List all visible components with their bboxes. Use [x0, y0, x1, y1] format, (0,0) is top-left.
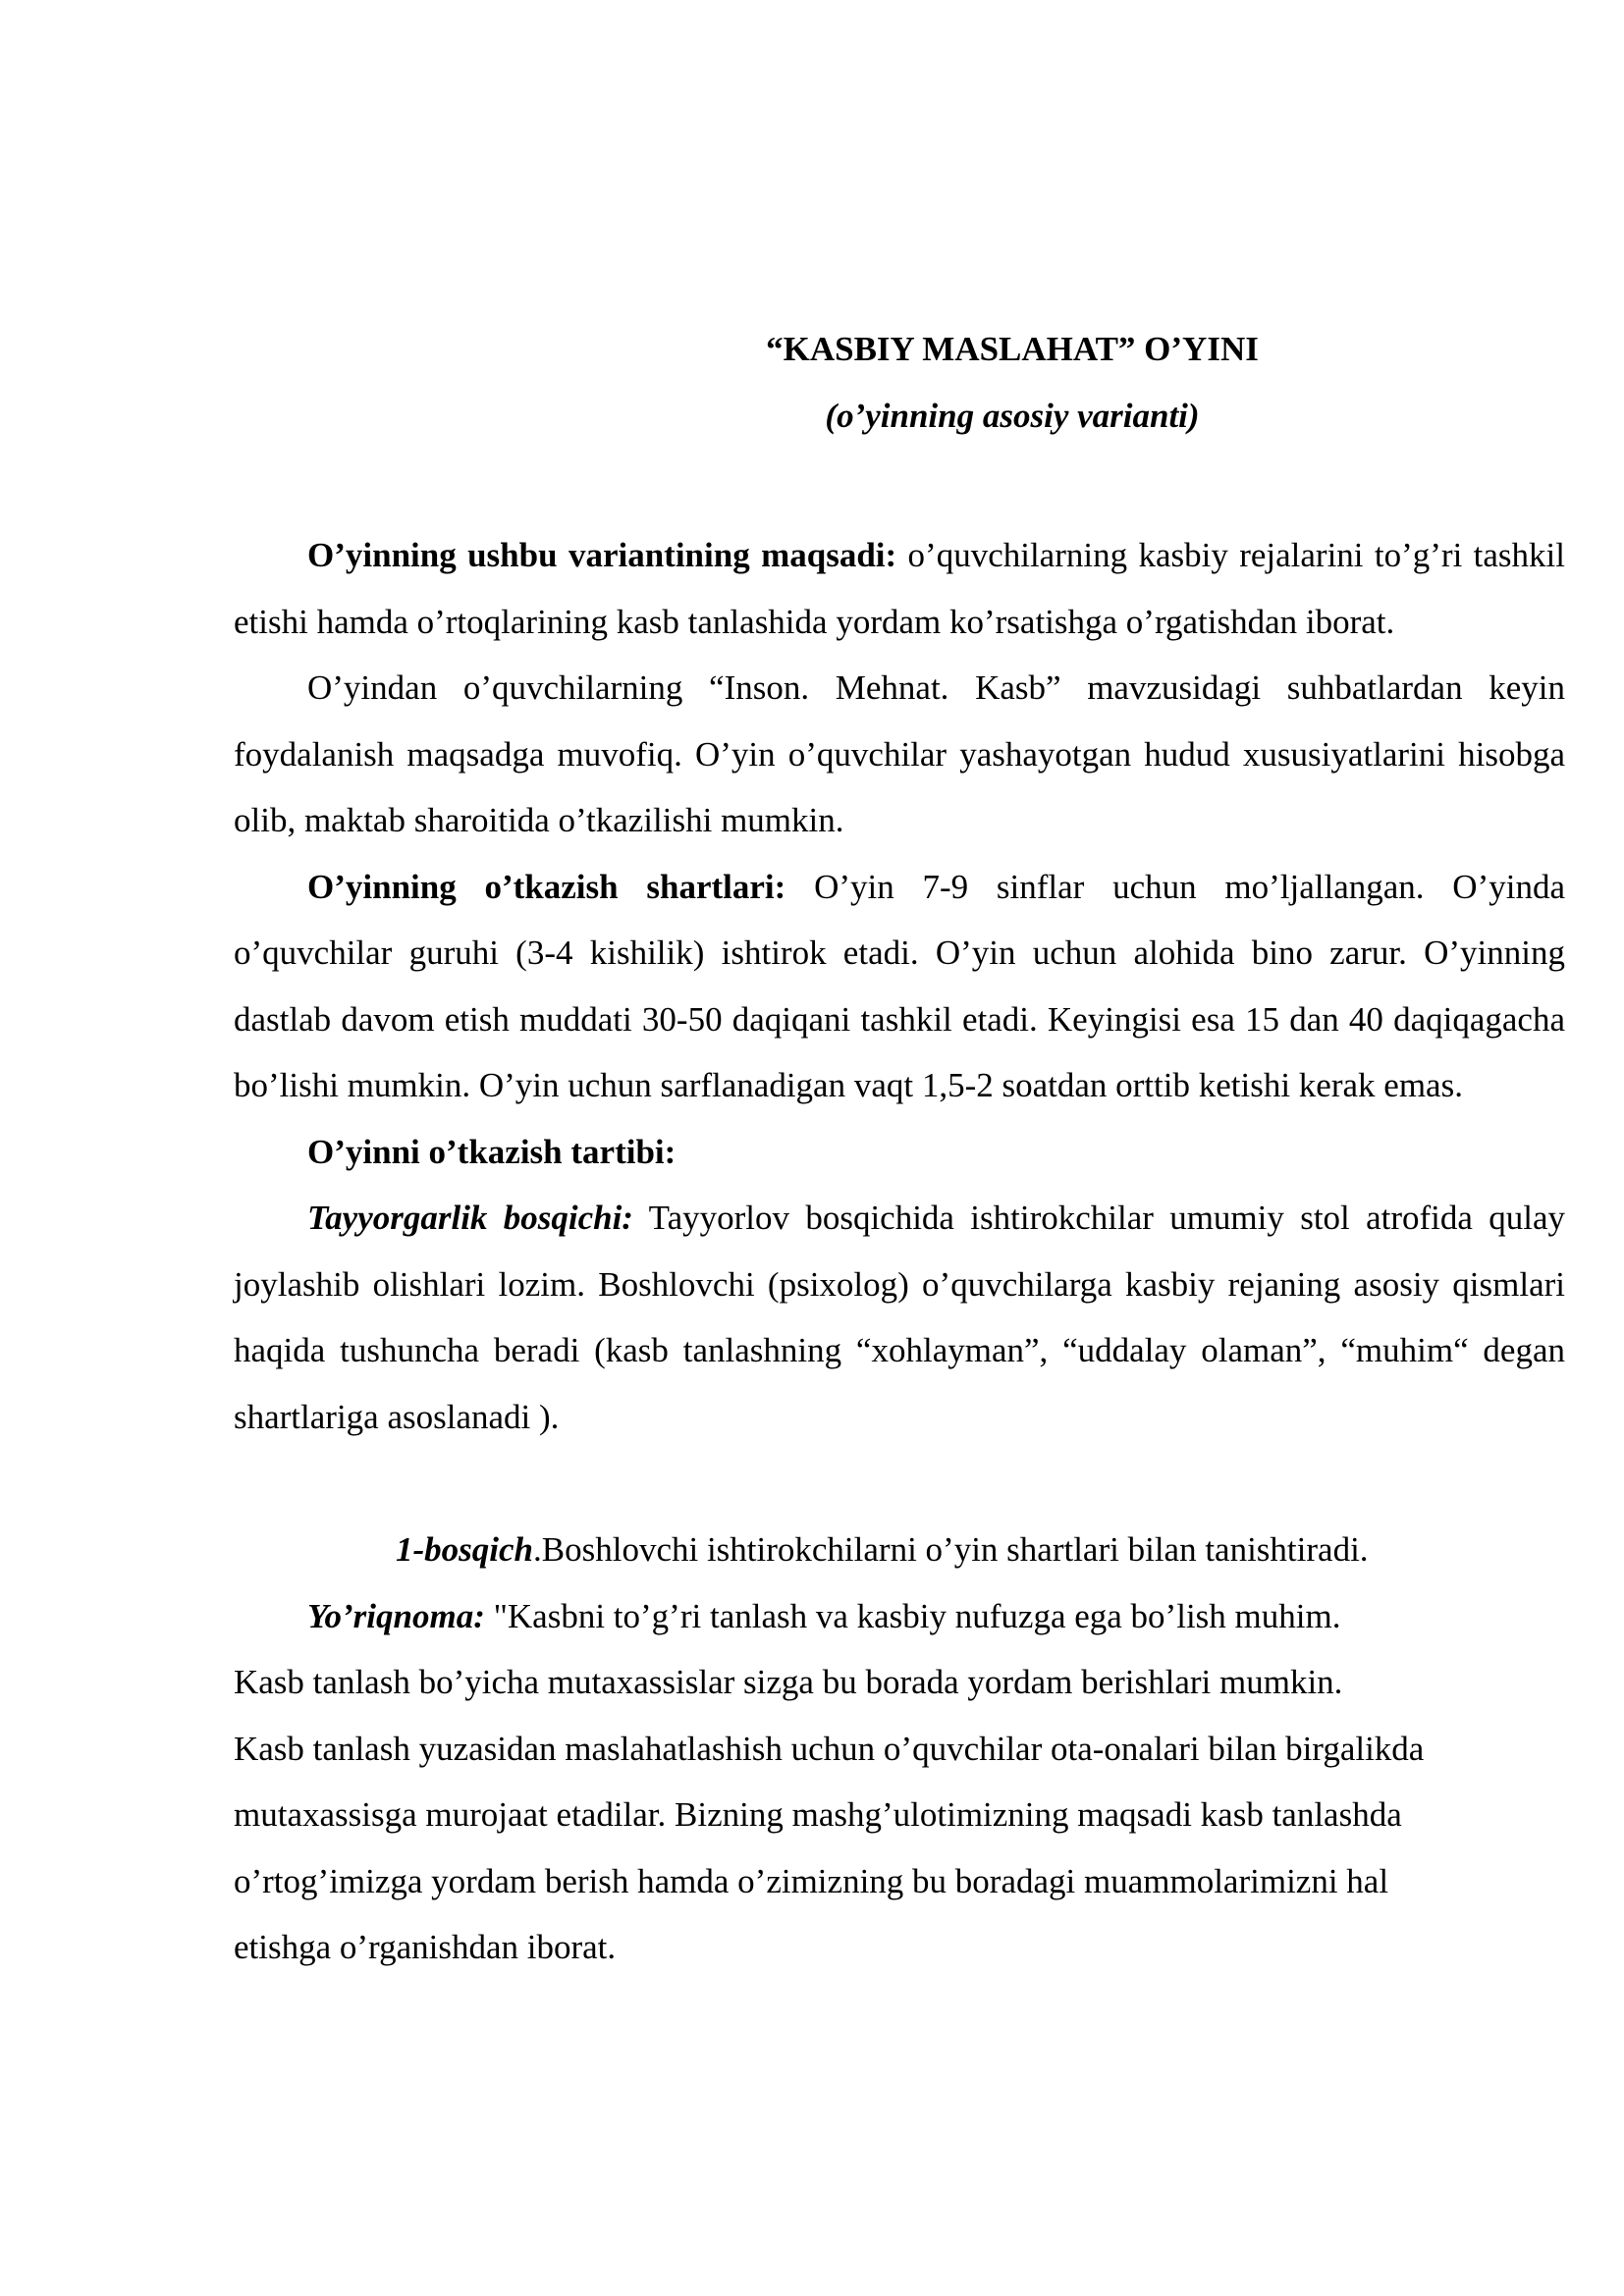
instruction-line-6: etishga o’rganishdan iborat.: [234, 1928, 617, 1966]
document-subtitle: (o’yinning asosiy varianti): [825, 397, 1200, 435]
instruction-line-2: Kasb tanlash bo’yicha mutaxassislar sizga bu borada yordam berishlari mumkin.: [234, 1663, 1343, 1701]
instruction-line-4: mutaxassisga murojaat etadilar. Bizning mashg’ulotimizning maqsadi kasb tanlashda: [234, 1795, 1402, 1834]
conditions-label: O’yinning o’tkazish shartlari:: [307, 867, 786, 906]
stage-1-text: .Boshlovchi ishtirokchilarni o’yin shartlari bilan tanishtiradi.: [533, 1530, 1369, 1569]
preparation-label: Tayyorgarlik bosqichi:: [307, 1199, 633, 1237]
spacer: [234, 450, 1565, 522]
goal-text: o’quvchilarning kasbiy rejalarini to’g’ri tashkil etishi hamda o’rtoqlarining kasb tanlashida yordam ko’rsatishga o’rgatishdan iborat.: [234, 536, 1566, 641]
spacer: [234, 1450, 1565, 1517]
conditions-text: O’yin 7-9 sinflar uchun mo’ljallangan. O’yinda o’quvchilar guruhi (3-4 kishilik) ishtirok etadi. O’yin uchun alohida bino zarur. O’yinning dastlab davom etish muddati 30-50 daqiqani tashkil etadi. Keyingisi esa 15 dan 40 daqiqagacha bo’lishi mumkin. O’yin uchun sarflanadigan vaqt 1,5-2 soatdan orttib ketishi kerak emas.: [234, 867, 1565, 1104]
instruction-line-5: o’rtog’imizga yordam berish hamda o’zimizning bu boradagi muammolarimizni hal: [234, 1861, 1389, 1900]
paragraph-preparation: [234, 1185, 1565, 1450]
instruction-text: "Kasbni to’g’ri tanlash va kasbiy nufuzga ega bo’lish muhim.: [484, 1596, 1341, 1635]
instruction-line-3: Kasb tanlash yuzasidan maslahatlashish uchun o’quvchilar ota-onalari bilan birgalikda: [234, 1729, 1425, 1768]
instruction-line-1: [234, 1583, 1565, 1650]
paragraph-stage-1: [234, 1517, 1565, 1583]
paragraph-goal: [234, 522, 1565, 655]
procedure-heading: O’yinni o’tkazish tartibi:: [307, 1132, 677, 1171]
stage-1-label: 1-bosqich: [396, 1530, 533, 1569]
paragraph-conditions: [234, 854, 1565, 1119]
instruction-label: Yo’riqnoma:: [307, 1596, 485, 1635]
paragraph-usage: O’yindan o’quvchilarning “Inson. Mehnat. Kasb” mavzusidagi suhbatlardan keyin foydalanish maqsadga muvofiq. O’yin o’quvchilar yashayotgan hudud xususiyatlarini hisobga olib, maktab sharoitida o’tkazilishi mumkin.: [234, 668, 1565, 839]
goal-label: O’yinning ushbu variantining maqsadi:: [307, 536, 897, 574]
document-title: “KASBIY MASLAHAT” O’YINI: [766, 330, 1259, 368]
document-body: [234, 316, 1565, 1981]
preparation-text: Tayyorlov bosqichida ishtirokchilar umumiy stol atrofida qulay joylashib olishlari lozim. Boshlovchi (psixolog) o’quvchilarga kasbiy rejaning asosiy qismlari haqida tushuncha beradi (kasb tanlashning “xohlayman”, “uddalay olaman”, “muhim“ degan shartlariga asoslanadi ).: [234, 1199, 1565, 1436]
